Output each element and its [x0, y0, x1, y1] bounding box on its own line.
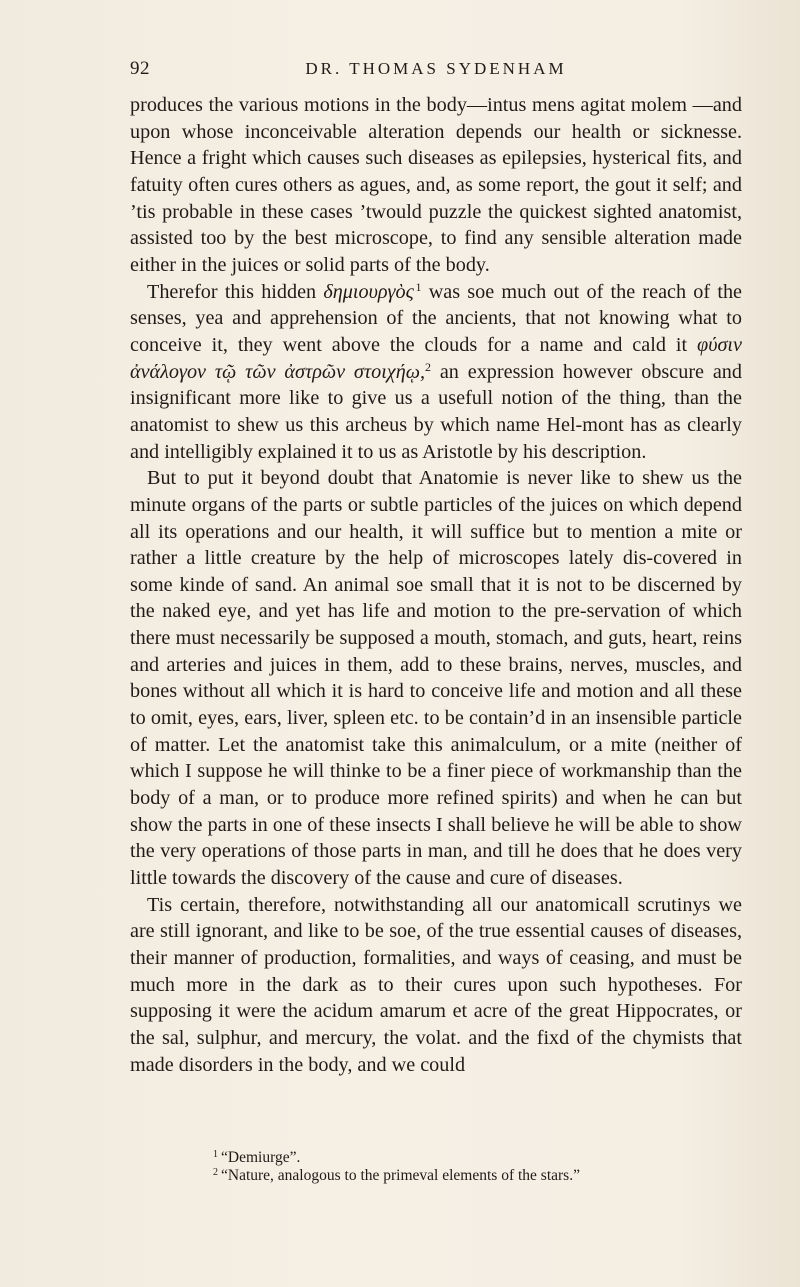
- paragraph-2-text-a: Therefor this hidden: [147, 280, 324, 303]
- paragraph-2-text-c: an expression however obscure and insignificant more like to give us a usefull notion of the thing, than the anatomist to shew us this archeus by which name Hel-mont has as clearly and intelligibly explained it to us as Aristotle by his description.: [130, 360, 742, 463]
- greek-phrase-nature: φύσιν ἀνάλογον τῷ τῶν ἀστρῶν στοιχήῳ,: [130, 333, 742, 383]
- paragraph-2: [130, 279, 742, 466]
- paragraph-4: Tis certain, therefore, notwithstanding all our anatomicall scrutinys we are still ignorant, and like to be soe, of the true essential causes of diseases, their manner of production, formalities, and ways of ceasing, and must be much more in the dark as to their cures upon such hypotheses. For supposing it were the acidum amarum et acre of the great Hippocrates, or the sal, sulphur, and mercury, the volat. and the fixd of the chymists that made disorders in the body, and we could: [130, 893, 742, 1076]
- footnote-2-marker: 2: [213, 1167, 218, 1178]
- footnote-1: [213, 1149, 733, 1167]
- paragraph-2-text-b: was soe much out of the reach of the senses, yea and apprehension of the ancients, that not knowing what to conceive it, they went above the clouds for a name and cald it: [130, 280, 743, 356]
- footnote-2: [213, 1167, 733, 1185]
- footnote-1-text: “Demiurge”.: [221, 1149, 301, 1166]
- page-number: 92: [130, 58, 150, 79]
- running-title: DR. THOMAS SYDENHAM: [305, 59, 567, 78]
- paragraph-3: But to put it beyond doubt that Anatomie is never like to shew us the minute organs of the parts or subtle particles of the juices on which depend all its operations and our health, it will suffice but to mention a mite or rather a little creature by the help of microscopes lately dis-covered in some kinde of sand. An animal soe small that it is not to be discerned by the naked eye, and yet has life and motion to the pre-servation of which there must necessarily be supposed a mouth, stomach, and guts, heart, reins and arteries and juices in them, add to these brains, nerves, muscles, and bones without all which it is hard to conceive life and motion and all these to omit, eyes, ears, liver, spleen etc. to be contain’d in an insensible particle of matter. Let the anatomist take this animalculum, or a mite (neither of which I suppose he will thinke to be a finer piece of workmanship than the body of a man, or to produce more refined spirits) and when he can but show the parts in one of these insects I shall believe he will be able to show the very operations of those parts in man, and till he does that he does very little towards the discovery of the cause and cure of diseases.: [130, 467, 742, 890]
- greek-term-demiurge: δημιουργὸς: [323, 280, 414, 303]
- paragraph-1: produces the various motions in the body—intus mens agitat molem —and upon whose inconceivable alteration depends our health or sicknesse. Hence a fright which causes such diseases as epilepsies, hysterical fits, and fatuity often cures others as agues, and, as some report, the gout it self; and ’tis probable in these cases ’twould puzzle the quickest sighted anatomist, assisted too by the best microscope, to find any sensible alteration made either in the juices or solid parts of the body.: [130, 94, 742, 276]
- page-header: [130, 58, 742, 86]
- footnote-2-text: “Nature, analogous to the primeval elements of the stars.”: [221, 1167, 580, 1184]
- footnote-ref-1: 1: [415, 279, 422, 294]
- footnote-1-marker: 1: [213, 1149, 218, 1160]
- body-text: [130, 92, 742, 1078]
- footnotes: [213, 1149, 733, 1185]
- footnote-ref-2: 2: [425, 359, 432, 374]
